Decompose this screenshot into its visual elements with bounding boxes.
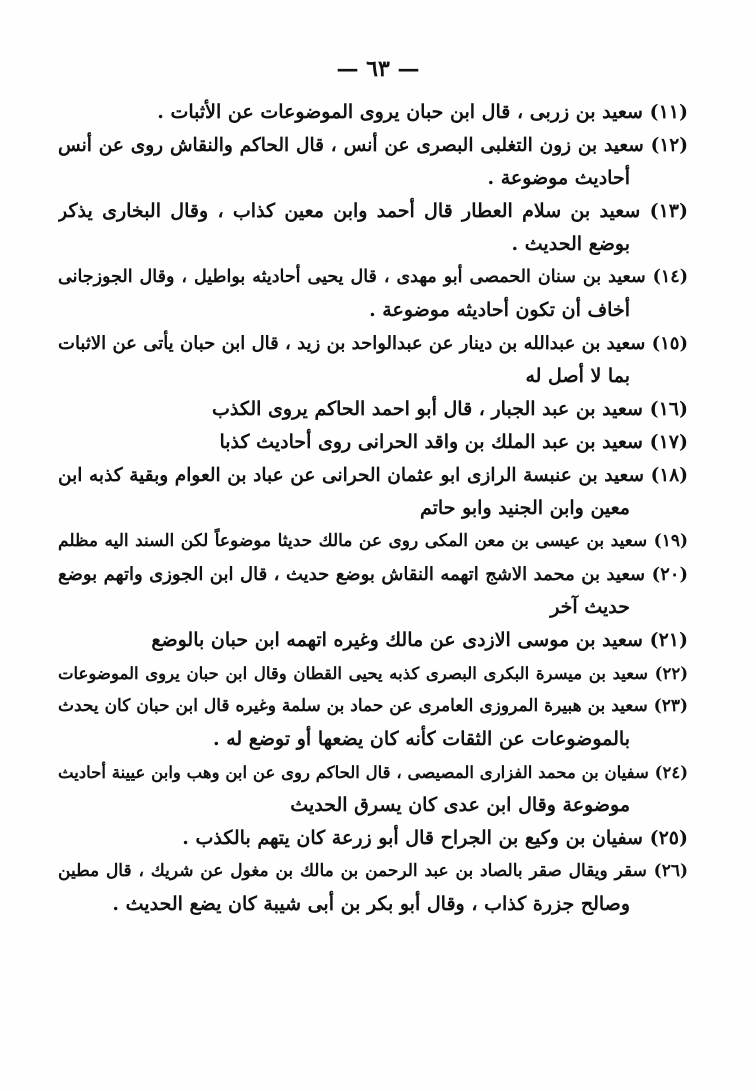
entry-continuation-line: بما لا أصل له [525, 365, 630, 387]
entry-continuation-line: حديث آخر [550, 596, 630, 618]
entry-continuation-line: معين وابن الجنيد وابو حاتم [419, 497, 630, 519]
entry-continuation-line: موضوعة وقال ابن عدى كان يسرق الحديث [290, 794, 630, 816]
entry-line: (٢١) سعيد بن موسى الازدى عن مالك وغيره اتهمه ابن حبان بالوضع [151, 629, 688, 651]
entry-line: (١٥) سعيد بن عبدالله بن دينار عن عبدالواحد بن زيد ، قال ابن حبان يأتى عن الاثبات [58, 333, 688, 354]
entry-continuation-line: بالموضوعات عن الثقات كأنه كان يضعها أو توضع له . [212, 728, 630, 750]
list-item [58, 525, 688, 558]
list-item [58, 822, 688, 855]
list-item [58, 261, 688, 327]
entry-continuation-line: أخاف أن تكون أحاديثه موضوعة . [369, 299, 630, 321]
page-number: — ٦٣ — [336, 56, 420, 82]
list-item [58, 426, 688, 459]
entry-line: (١١) سعيد بن زربى ، قال ابن حبان يروى الموضوعات عن الأثبات . [157, 101, 688, 123]
entry-line: (١٨) سعيد بن عنبسة الرازى ابو عثمان الحرانى عن عباد بن العوام وبقية كذبه ابن [58, 465, 688, 486]
entry-line: (٢٤) سفيان بن محمد الفزارى المصيصى ، قال الحاكم روى عن ابن وهب وابن عيينة أحاديث [58, 763, 688, 782]
list-item [58, 657, 688, 690]
entry-line: (١٩) سعيد بن عيسى بن معن المكى روى عن مالك حديثا موضوعاً لكن السند اليه مظلم [58, 531, 688, 551]
list-item [58, 195, 688, 261]
entry-line: (٢٢) سعيد بن ميسرة البكرى البصرى كذبه يحيى القطان وقال ابن حبان يروى الموضوعات [58, 664, 688, 683]
list-item [58, 558, 688, 624]
entry-line: (٢٥) سفيان بن وكيع بن الجراح قال أبو زرعة كان يتهم بالكذب . [182, 827, 688, 849]
list-item [58, 690, 688, 756]
list-item [58, 855, 688, 921]
list-item [58, 327, 688, 393]
entry-line: (١٢) سعيد بن زون التغلبى البصرى عن أنس ، قال الحاكم والنقاش روى عن أنس [58, 135, 688, 156]
entry-continuation-line: وصالح جزرة كذاب ، وقال أبو بكر بن أبى شيبة كان يضع الحديث . [112, 893, 630, 915]
entry-line: (١٣) سعيد بن سلام العطار قال أحمد وابن معين كذاب ، وقال البخارى يذكر [58, 200, 688, 222]
narrator-list [58, 96, 688, 921]
entry-line: (٢٦) سقر ويقال صقر بالصاد بن عبد الرحمن بن مالك بن مغول عن شريك ، قال مطين [58, 861, 688, 881]
entry-line: (١٦) سعيد بن عبد الجبار ، قال أبو احمد الحاكم يروى الكذب [211, 398, 688, 420]
entry-line: (١٧) سعيد بن عبد الملك بن واقد الحرانى روى أحاديث كذبا [219, 431, 688, 453]
list-item [58, 393, 688, 426]
entry-line: (١٤) سعيد بن سنان الحمصى أبو مهدى ، قال يحيى أحاديثه بواطيل ، وقال الجوزجانى [58, 267, 688, 287]
entry-continuation-line: أحاديث موضوعة . [487, 167, 630, 189]
entry-line: (٢٣) سعيد بن هبيرة المروزى العامرى عن حماد بن سلمة وغيره قال ابن حبان كان يحدث [58, 696, 688, 716]
list-item [58, 459, 688, 525]
list-item [58, 129, 688, 195]
list-item [58, 96, 688, 129]
entry-line: (٢٠) سعيد بن محمد الاشج اتهمه النقاش بوضع حديث ، قال ابن الجوزى واتهم بوضع [58, 564, 688, 585]
entry-continuation-line: بوضع الحديث . [511, 233, 630, 255]
list-item [58, 624, 688, 657]
list-item [58, 756, 688, 822]
